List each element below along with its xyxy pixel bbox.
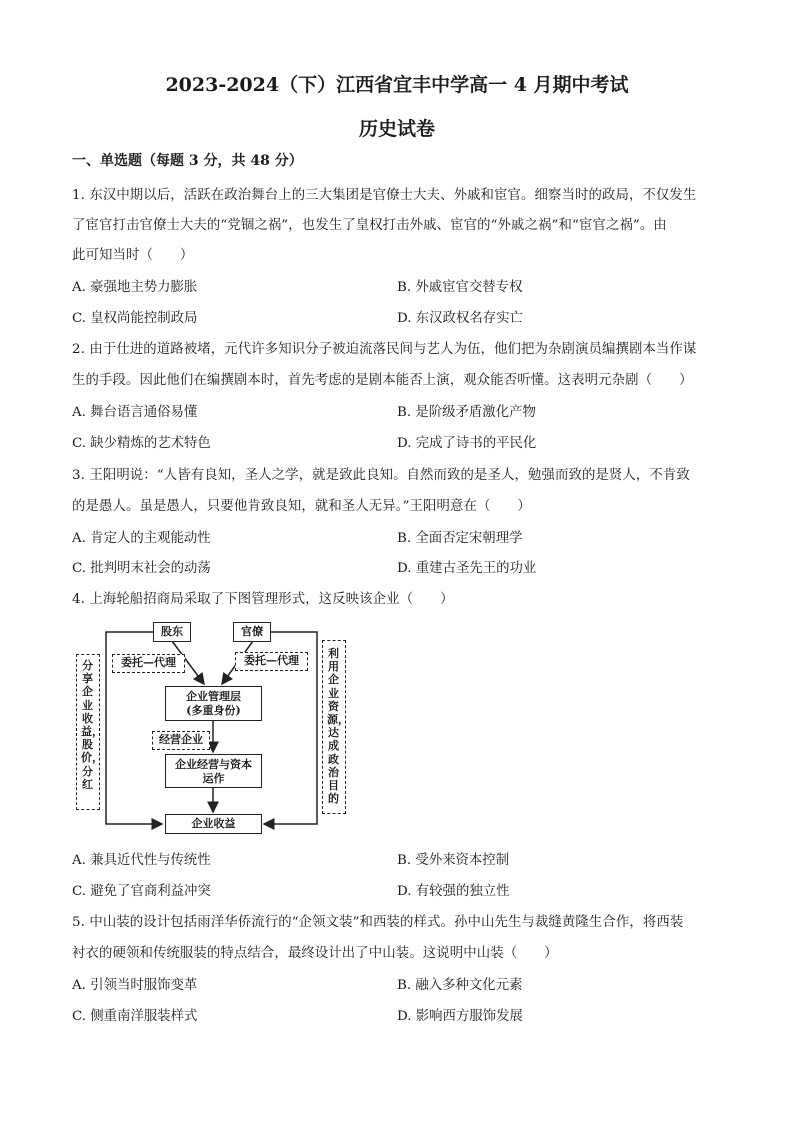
exam-title: 2023-2024（下）江西省宜丰中学高一 4 月期中考试: [165, 74, 629, 96]
management-box: 企业管理层 (多重身份): [165, 686, 262, 721]
question-4-option-b[interactable]: B. 受外来资本控制: [397, 853, 510, 868]
question-1-option-a[interactable]: A. 豪强地主势力膨胀: [72, 280, 198, 295]
question-1-line-3: 此可知当时（ ）: [72, 248, 194, 263]
income-box: 企业收益: [165, 814, 262, 834]
question-5-option-d[interactable]: D. 影响西方服饰发展: [397, 1009, 523, 1024]
left-side-box: [76, 654, 103, 810]
question-4-option-c[interactable]: C. 避免了官商利益冲突: [72, 884, 211, 899]
question-1-option-d[interactable]: D. 东汉政权名存实亡: [397, 311, 523, 326]
question-1-option-c[interactable]: C. 皇权尚能控制政局: [72, 311, 198, 326]
agency-left-box: 委托—代理: [112, 654, 185, 673]
management-diagram: [72, 616, 352, 838]
question-3-line-1: 3. 王阳明说：“人皆有良知，圣人之学，就是致此良知。自然而致的是圣人，勉强而致的是贤人，不肯致: [72, 468, 690, 483]
right-side-box: [322, 640, 349, 814]
question-5-option-c[interactable]: C. 侧重南洋服装样式: [72, 1009, 198, 1024]
operation-box: 企业经营与资本 运作: [165, 754, 262, 788]
question-2-line-1: 2. 由于仕进的道路被堵，元代许多知识分子被迫流落民间与艺人为伍，他们把为杂剧演员编撰剧本当作谋: [72, 342, 697, 357]
question-1-option-b[interactable]: B. 外戚宦官交替专权: [397, 280, 523, 295]
question-4-option-d[interactable]: D. 有较强的独立性: [397, 884, 510, 899]
question-3-option-d[interactable]: D. 重建古圣先王的功业: [397, 561, 537, 576]
question-5-line-2: 衬衣的硬领和传统服装的特点结合，最终设计出了中山装。这说明中山装（ ）: [72, 946, 558, 961]
question-4-option-a[interactable]: A. 兼具近代性与传统性: [72, 853, 211, 868]
question-5-line-1: 5. 中山装的设计包括雨洋华侨流行的“企领文装”和西装的样式。孙中山先生与裁缝黄隆生合作，将西装: [72, 915, 684, 930]
question-2-line-2: 生的手段。因此他们在编撰剧本时，首先考虑的是剧本能否上演，观众能否听懂。这表明元杂剧（ ）: [72, 373, 693, 388]
question-5-option-a[interactable]: A. 引领当时服饰变革: [72, 978, 198, 993]
question-4-line-1: 4. 上海轮船招商局采取了下图管理形式，这反映该企业（ ）: [72, 592, 454, 607]
question-2-option-d[interactable]: D. 完成了诗书的平民化: [397, 436, 537, 451]
left-side-text: 分享企业收益，股价，分红: [81, 659, 103, 791]
operate-label: 经营企业: [152, 731, 210, 750]
question-3-option-b[interactable]: B. 全面否定宋朝理学: [397, 531, 523, 546]
exam-subtitle: 历史试卷: [358, 118, 435, 140]
right-side-text: 利用企业资源，达成政治目的: [327, 647, 349, 806]
section-heading: 一、单选题（每题 3 分，共 48 分）: [72, 153, 303, 169]
question-2-option-c[interactable]: C. 缺少精炼的艺术特色: [72, 436, 211, 451]
question-3-line-2: 的是愚人。虽是愚人，只要他肯致良知，就和圣人无异。”王阳明意在（ ）: [72, 499, 531, 514]
question-1-line-1: 1. 东汉中期以后，活跃在政治舞台上的三大集团是官僚士大夫、外戚和宦官。细察当时的政局，不仅发生: [72, 188, 697, 203]
question-3-option-c[interactable]: C. 批判明末社会的动荡: [72, 561, 211, 576]
question-2-option-b[interactable]: B. 是阶级矛盾激化产物: [397, 405, 536, 420]
question-2-option-a[interactable]: A. 舞台语言通俗易懂: [72, 405, 198, 420]
shareholders-box: 股东: [153, 622, 191, 642]
agency-right-box: 委托—代理: [235, 652, 308, 671]
diagram-connectors: [72, 616, 352, 838]
question-1-line-2: 了宦官打击官僚士大夫的“党锢之祸”，也发生了皇权打击外戚、宦官的“外戚之祸”和“宦官之祸”。由: [72, 218, 667, 233]
officials-box: 官僚: [233, 622, 271, 642]
question-3-option-a[interactable]: A. 肯定人的主观能动性: [72, 531, 211, 546]
question-5-option-b[interactable]: B. 融入多种文化元素: [397, 978, 523, 993]
